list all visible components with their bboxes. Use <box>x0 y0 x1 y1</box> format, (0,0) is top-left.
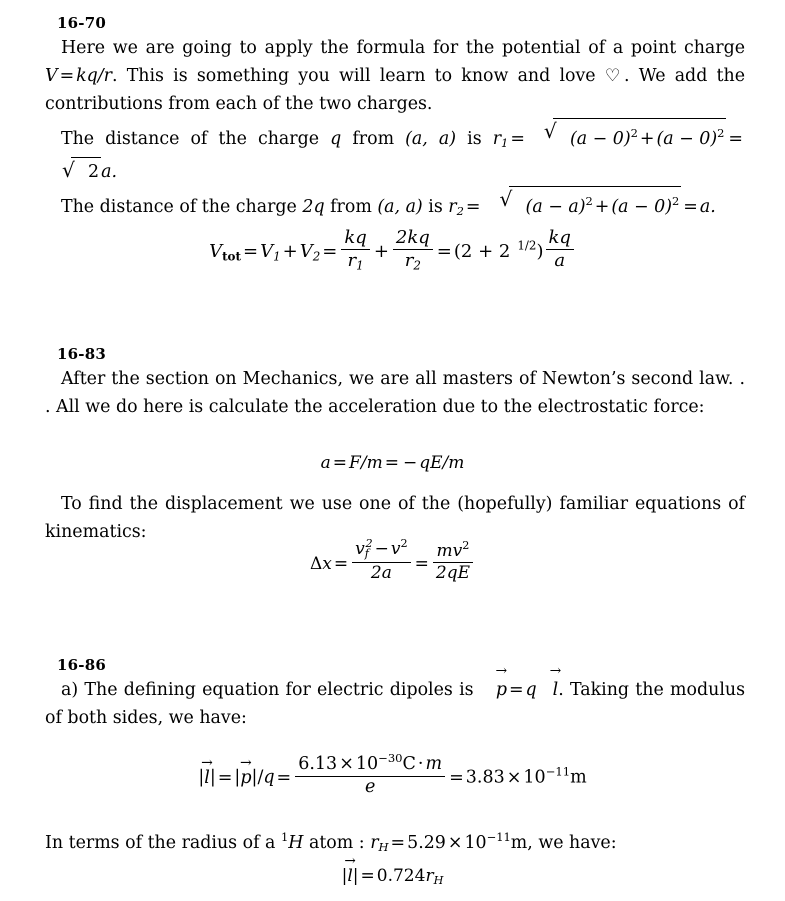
math-term: (a − 0) <box>611 197 672 218</box>
math-equals: = <box>322 240 338 262</box>
math-sqrt-2 <box>46 157 101 186</box>
math-v: v <box>390 538 401 559</box>
paragraph-16-70-r1 <box>45 118 745 186</box>
vector-arrow-icon: → <box>240 755 252 772</box>
math-q: q <box>330 129 342 150</box>
math-equals: = <box>683 197 698 218</box>
math-q: q <box>263 767 275 788</box>
math-a: a <box>320 453 331 473</box>
math-equals: = <box>242 240 259 262</box>
math-times: × <box>339 754 354 775</box>
fraction-dipole-over-e <box>295 752 445 797</box>
fraction-denominator: a <box>554 250 566 272</box>
math-number: 3.83 <box>465 767 505 788</box>
math-paren-open: (2 + 2 <box>453 240 511 262</box>
math-equals: = <box>276 767 292 788</box>
text-run: a) The defining equation for electric dipoles is <box>61 680 474 700</box>
math-l: l <box>552 680 559 700</box>
math-exponent: −30 <box>378 751 403 765</box>
math-term: (a − a) <box>525 197 586 218</box>
math-exponent: 2 <box>717 126 725 140</box>
fraction-kq-a <box>546 228 574 271</box>
math-unit-meter: m <box>570 767 587 788</box>
math-sqrt <box>484 186 682 221</box>
math-equals: = <box>508 680 524 700</box>
math-subscript: H <box>433 874 444 888</box>
math-x: x <box>322 553 332 574</box>
math-point-aa: (a, a) <box>377 197 423 218</box>
math-equals: = <box>333 553 349 574</box>
math-r2 <box>448 197 464 217</box>
math-paren-close: ) <box>536 240 544 262</box>
fraction-denominator: e <box>364 776 376 797</box>
text-run: from <box>352 129 395 150</box>
math-abs-open: | <box>234 767 241 788</box>
math-sqrt <box>528 118 727 153</box>
fraction-numerator <box>352 538 411 563</box>
math-radicand <box>509 186 682 221</box>
math-exponent: 2 <box>585 194 593 209</box>
math-mv: mv <box>436 540 463 561</box>
vector-arrow-icon: → <box>549 662 562 679</box>
math-cdot: · <box>417 754 424 775</box>
paragraph-16-70-r2 <box>45 186 745 225</box>
math-times: × <box>506 767 522 788</box>
math-abs-close: | <box>352 866 359 886</box>
math-equals: = <box>449 767 464 788</box>
math-slash: / <box>257 767 264 788</box>
fraction-kq-r1 <box>341 228 369 273</box>
math-times: × <box>447 833 463 854</box>
math-subscript: 2 <box>413 258 421 273</box>
section-16-86-radius <box>45 823 745 861</box>
math-point-aa: (a, a) <box>405 129 457 150</box>
math-minus: − <box>374 538 389 559</box>
math-unit-meter: m <box>425 754 443 775</box>
math-r: r <box>370 833 379 854</box>
math-plus: + <box>639 129 655 150</box>
math-V: V <box>260 240 274 262</box>
text-run: m, we have: <box>510 833 617 854</box>
math-subscript: H <box>378 840 389 855</box>
fraction-denominator: 2a <box>370 562 392 583</box>
math-slash: / <box>442 453 449 473</box>
math-isotope <box>280 830 304 854</box>
math-V1 <box>260 241 281 262</box>
math-V: V <box>45 66 58 86</box>
math-vector-p <box>240 755 252 788</box>
math-vector-l <box>344 853 356 886</box>
math-delta: Δ <box>309 553 323 574</box>
paragraph-16-86-radius <box>45 823 745 861</box>
math-abs-open: | <box>341 866 348 886</box>
math-r: r <box>448 197 457 218</box>
heart-icon: ♡ <box>604 66 625 86</box>
fraction-vf2-minus-v2-over-2a <box>352 538 411 583</box>
math-base-10: 10 <box>464 833 487 854</box>
math-number: 0.724 <box>376 866 426 886</box>
math-v: v <box>355 538 365 559</box>
display-equation-acceleration <box>0 453 785 473</box>
math-exponent: 2 <box>365 537 373 550</box>
math-equals: = <box>217 767 233 788</box>
fraction-numerator <box>433 540 473 563</box>
math-r: r <box>492 129 502 150</box>
paragraph-16-83-intro: After the section on Mechanics, we are all masters of Newton’s second law. . . All we do here is calculate the acceleration due to the electrostatic force: <box>45 369 745 417</box>
paragraph-16-83-kinematics: To find the displacement we use one of the (hopefully) familiar equations of kinematics: <box>45 494 745 542</box>
fraction-numerator: kq <box>341 228 369 250</box>
math-vector-l <box>537 662 562 704</box>
math-H: H <box>288 833 304 854</box>
text-run: The distance of the charge <box>61 197 297 218</box>
math-r: r <box>425 866 434 886</box>
paragraph-16-70-intro <box>45 34 745 118</box>
math-exponent-half: 1/2 <box>517 238 537 253</box>
text-run: . We add the contributions from each of the two charges. <box>45 66 745 114</box>
math-equals: = <box>436 240 452 262</box>
math-subscript: 1 <box>356 258 364 273</box>
math-a: a. <box>699 197 716 218</box>
text-run: . Taking the modulus of both sides, we have: <box>45 680 746 728</box>
math-kq-over-r: kq/r <box>76 66 112 86</box>
math-l: l <box>347 866 353 886</box>
math-q: q <box>525 680 537 700</box>
fraction-numerator: 2kq <box>393 228 433 250</box>
section-heading-16-83: 16-83 <box>57 345 106 363</box>
math-r: r <box>404 250 414 272</box>
section-heading-16-86: 16-86 <box>57 656 106 674</box>
math-exponent: 2 <box>400 537 408 550</box>
math-equals: = <box>360 866 375 886</box>
math-equals: = <box>390 833 406 854</box>
math-exponent: 2 <box>672 194 680 209</box>
math-E: E <box>430 453 443 473</box>
math-F: F <box>349 453 361 473</box>
section-16-83 <box>45 345 745 421</box>
fraction-denominator <box>341 250 369 273</box>
math-exponent: 2 <box>462 538 470 552</box>
text-run: is <box>467 129 482 150</box>
math-vector-p <box>480 662 508 704</box>
math-abs-open: | <box>198 767 205 788</box>
math-Vtot <box>209 241 241 262</box>
math-exponent: −11 <box>486 830 511 844</box>
math-mass-number: 1 <box>280 830 289 844</box>
fraction-numerator: kq <box>546 228 574 250</box>
fraction-2kq-r2 <box>393 228 433 273</box>
math-delta-x <box>310 554 332 574</box>
fraction-denominator: 2qE <box>435 562 471 583</box>
math-q: q <box>419 453 431 473</box>
math-equals: = <box>384 453 399 473</box>
display-equation-displacement <box>0 538 785 583</box>
vector-arrow-icon: → <box>344 853 356 870</box>
fraction-mv2-over-2qE <box>433 540 473 583</box>
math-plus: + <box>373 240 389 262</box>
math-V2 <box>300 241 321 262</box>
display-equation-dipole-length <box>0 752 785 797</box>
text-run: atom : <box>308 833 365 854</box>
math-rH <box>370 833 388 853</box>
text-run: The distance of the charge <box>61 129 320 150</box>
math-term: (a − 0) <box>656 129 718 150</box>
math-subscript: 2 <box>456 204 464 219</box>
math-number: 6.13 <box>298 754 338 775</box>
math-equals: = <box>332 453 348 473</box>
fraction-numerator <box>295 752 445 777</box>
math-unit-coulomb: C <box>402 754 416 775</box>
math-p: p <box>495 680 507 700</box>
display-equation-l-over-rh <box>0 853 785 888</box>
math-plus: + <box>594 197 610 218</box>
math-equals: = <box>414 553 429 574</box>
math-abs-close: | <box>209 767 216 788</box>
math-V: V <box>299 240 313 262</box>
math-equals: = <box>465 197 481 218</box>
math-radicand <box>553 118 726 153</box>
section-heading-16-70: 16-70 <box>57 14 106 32</box>
math-vector-l <box>201 755 213 788</box>
math-equals: = <box>59 66 75 86</box>
math-V: V <box>209 240 223 262</box>
math-p: p <box>240 767 252 788</box>
display-equation-vtot <box>0 228 785 273</box>
math-2q: 2q <box>302 197 325 218</box>
math-abs-close: | <box>251 767 258 788</box>
text-run: from <box>330 197 372 218</box>
math-equals: = <box>728 129 743 150</box>
math-m: m <box>448 453 465 473</box>
math-radicand: 2 <box>71 157 101 186</box>
math-subscript: 2 <box>312 249 321 264</box>
math-exponent: 2 <box>630 126 638 140</box>
math-equals: = <box>510 129 525 150</box>
math-subscript: 1 <box>501 136 509 151</box>
vector-arrow-icon: → <box>495 662 508 679</box>
math-number: 5.29 <box>407 833 446 854</box>
math-a: a. <box>101 162 118 183</box>
text-run: . This is something you will learn to know and love <box>111 66 596 86</box>
math-subscript: 1 <box>273 249 281 264</box>
math-subscript: f <box>364 547 369 561</box>
math-l: l <box>204 767 210 788</box>
text-run: is <box>428 197 443 218</box>
math-slash: / <box>360 453 367 473</box>
math-vf <box>355 539 373 559</box>
math-base-10: 10 <box>355 754 379 775</box>
math-exponent: −11 <box>545 764 571 779</box>
math-plus: + <box>282 240 298 262</box>
math-m: m <box>366 453 383 473</box>
text-run: In terms of the radius of a <box>45 833 276 854</box>
math-r1 <box>493 129 509 149</box>
math-minus: − <box>402 453 418 473</box>
math-base-10: 10 <box>523 767 546 788</box>
math-r: r <box>347 250 357 272</box>
section-16-70 <box>45 14 745 226</box>
math-term: (a − 0) <box>569 129 631 150</box>
math-subscript-tot: tot <box>222 249 241 264</box>
vector-arrow-icon: → <box>201 755 213 772</box>
text-run: Here we are going to apply the formula for the potential of a point charge <box>61 38 745 58</box>
fraction-denominator <box>393 250 433 273</box>
math-rH <box>425 866 443 886</box>
section-16-86 <box>45 656 745 732</box>
